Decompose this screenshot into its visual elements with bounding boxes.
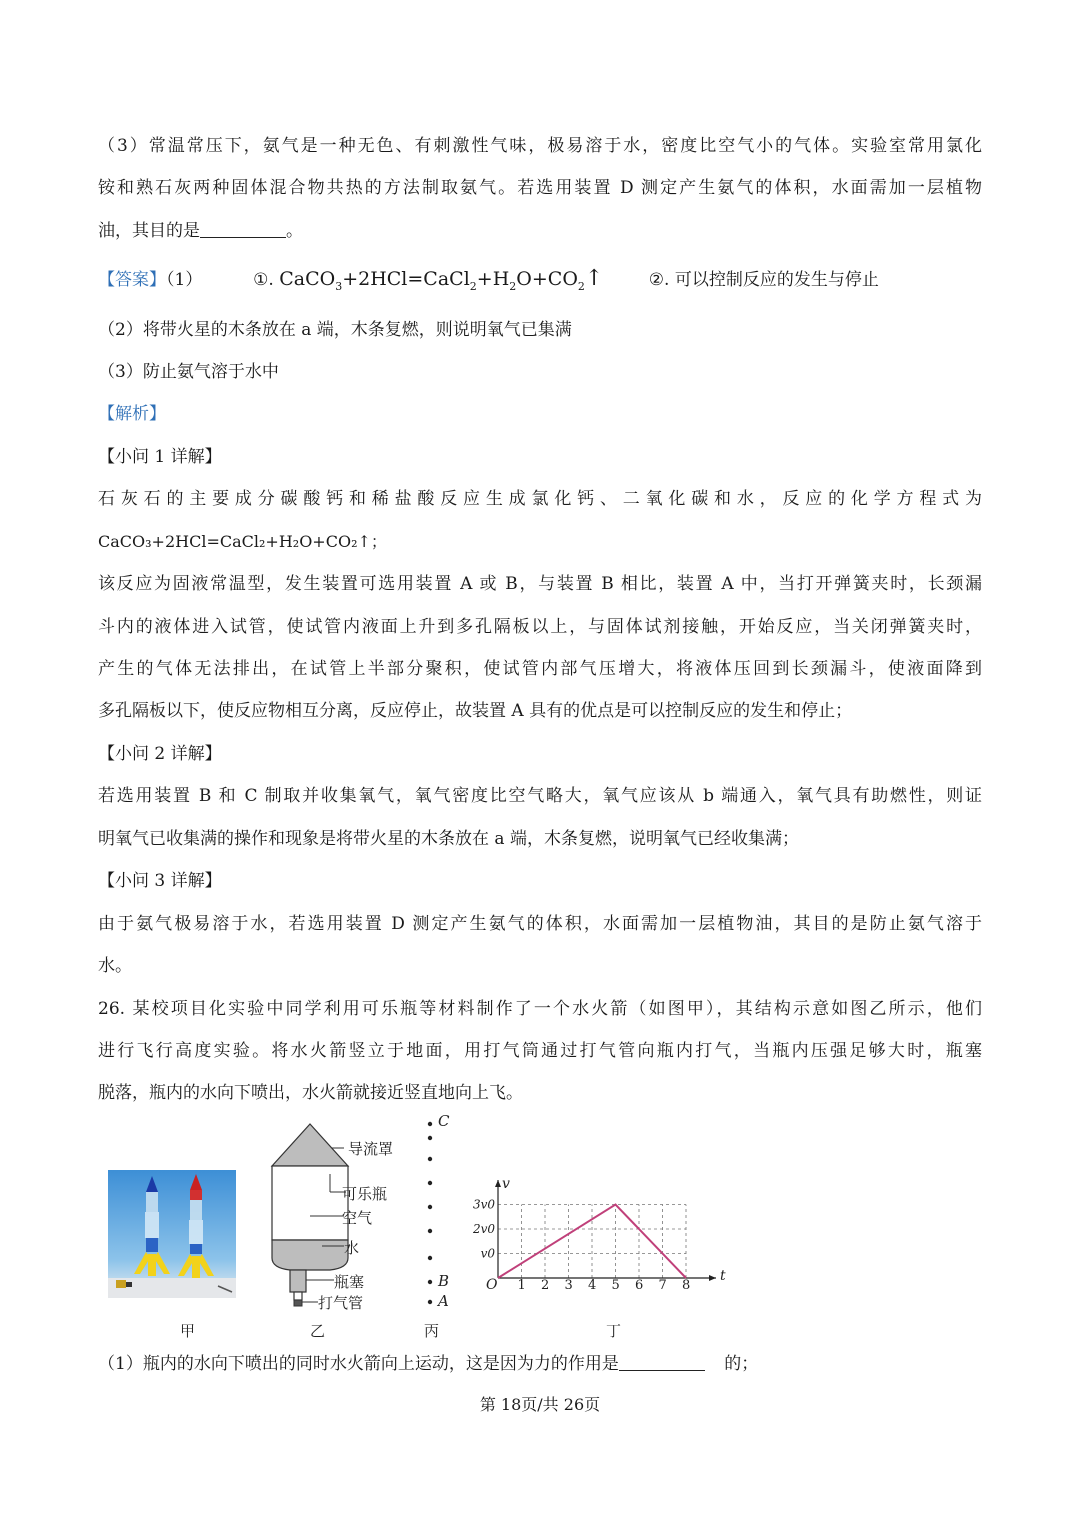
bottle-air-region [272,1166,348,1240]
q26-answer-blank [619,1352,705,1371]
q3-line-1: （3）常温常压下，氨气是一种无色、有刺激性气味，极易溶于水，密度比空气小的气体。实验室常用氯化 [98,136,982,156]
point-c-label: C [438,1112,450,1130]
eq-part: CaCO [279,268,336,290]
q26-sub1-end: 的； [724,1354,759,1374]
label-fairing: 导流罩 [348,1140,394,1158]
x-axis-label: t [720,1268,726,1284]
answer-num2: ②. [648,270,670,290]
sub2-heading: 【小问 2 详解】 [98,744,222,764]
caption-jia: 甲 [180,1322,196,1340]
caption-yi: 乙 [310,1322,326,1340]
sub1-line-5: 产生的气体无法排出，在试管上半部分聚积，使试管内部气压增大，将液体压回到长颈漏斗，使液面降到 [98,659,982,679]
answer-tag: 【答案】 [98,270,166,290]
water-region [272,1240,348,1270]
x-tick-label: 3 [564,1278,573,1293]
point-a-label: A [438,1292,449,1310]
sub3-line-1: 由于氨气极易溶于水，若选用装置 D 测定产生氨气的体积，水面需加一层植物油，其目的是防止氨气溶于 [98,914,982,934]
answer-blank [200,219,286,238]
label-water: 水 [344,1239,360,1257]
page-footer: 第 18页/共 26页 [479,1395,601,1414]
sub1-line-3: 该反应为固液常温型，发生装置可选用装置 A 或 B，与装置 B 相比，装置 A 中，当打开弹簧夹时，长颈漏 [98,574,982,594]
sub1-line-6: 多孔隔板以下，使反应物相互分离，反应停止，故装置 A 具有的优点是可以控制反应的发生和停止； [98,701,853,721]
q3-line-3 [98,219,982,243]
label-air: 空气 [342,1209,373,1227]
eq-part: +2HCl=CaCl [342,268,470,290]
water-rocket-photo [108,1170,236,1298]
x-tick-label: 4 [588,1278,597,1293]
y-tick-label: 3v0 [472,1197,495,1212]
y-axis-arrow [495,1180,501,1187]
answer-line-1 [98,267,982,299]
q26-line-1: 26. 某校项目化实验中同学利用可乐瓶等材料制作了一个水火箭（如图甲），其结构示意如图乙所示，他们 [98,999,982,1019]
answer-part1-prefix: （1） [166,270,203,290]
q26-sub1-text: （1）瓶内的水向下喷出的同时水火箭向上运动，这是因为力的作用是 [98,1354,619,1374]
caption-bing: 丙 [424,1322,440,1340]
sub3-heading: 【小问 3 详解】 [98,871,222,891]
q3-line-3-text: 油，其目的是 [98,221,200,241]
eq-sub: 2 [577,280,585,293]
y-tick-label: 2v0 [472,1222,495,1236]
q3-line-3-end: 。 [286,221,303,241]
velocity-time-graph [470,1174,730,1294]
eq-sub: 2 [509,280,517,293]
q26-line-3: 脱落，瓶内的水向下喷出，水火箭就接近竖直地向上飞。 [98,1083,523,1103]
stopper-shape [290,1270,306,1292]
q26-line-2: 进行飞行高度实验。将水火箭竖立于地面，用打气筒通过打气管向瓶内打气，当瓶内压强足够大时，瓶塞 [98,1041,982,1061]
y-axis-label: v [502,1176,510,1192]
x-tick-label: 1 [517,1278,526,1293]
point-b-label: B [438,1272,450,1290]
eq-part: O+CO [516,268,578,290]
gas-arrow: ↑ [584,266,604,291]
x-tick-label: 5 [611,1278,620,1293]
label-stopper: 瓶塞 [334,1273,365,1291]
x-tick-label: 7 [658,1278,667,1293]
x-tick-label: 6 [635,1278,644,1293]
q26-sub1 [98,1352,982,1376]
eq-sub: 3 [335,280,343,293]
eq-part: +H [476,268,510,290]
y-tick-label: v0 [480,1246,495,1261]
sub1-line-1: 石灰石的主要成分碳酸钙和稀盐酸反应生成氯化钙、二氧化碳和水，反应的化学方程式为 [98,489,982,509]
analysis-tag: 【解析】 [98,404,166,424]
label-cola-bottle: 可乐瓶 [342,1185,388,1203]
x-axis-arrow [709,1275,716,1281]
sub3-line-2: 水。 [98,956,132,976]
sub2-line-1: 若选用装置 B 和 C 制取并收集氧气，氧气密度比空气略大，氧气应该从 b 端通入，氧气具有助燃性，则证 [98,786,982,806]
answer-text2: 可以控制反应的发生与停止 [674,270,879,290]
sub2-line-2: 明氧气已收集满的操作和现象是将带火星的木条放在 a 端，木条复燃，说明氧气已经收集满； [98,829,799,849]
q3-line-2: 铵和熟石灰两种固体混合物共热的方法制取氨气。若选用装置 D 测定产生氨气的体积，水面需加一层植物 [98,178,982,198]
caption-ding: 丁 [606,1322,622,1340]
sub1-line-2: CaCO₃+2HCl=CaCl₂+H₂O+CO₂↑； [98,532,387,551]
answer-num1: ①. [253,270,274,290]
equation [279,266,609,293]
origin-label: O [486,1277,498,1293]
label-pump-tube: 打气管 [318,1294,364,1312]
sub1-line-4: 斗内的液体进入试管，使试管内液面上升到多孔隔板以上，与固体试剂接触，开始反应，当关闭弹簧夹时， [98,617,982,637]
eq-sub: 2 [469,280,477,293]
x-tick-label: 8 [682,1278,691,1293]
answer-line-2: （2）将带火星的木条放在 a 端，木条复燃，则说明氧气已集满 [98,320,572,340]
fairing-shape [272,1124,348,1166]
x-tick-label: 2 [541,1278,550,1293]
sub1-heading: 【小问 1 详解】 [98,447,222,467]
answer-line-3: （3）防止氨气溶于水中 [98,362,279,382]
